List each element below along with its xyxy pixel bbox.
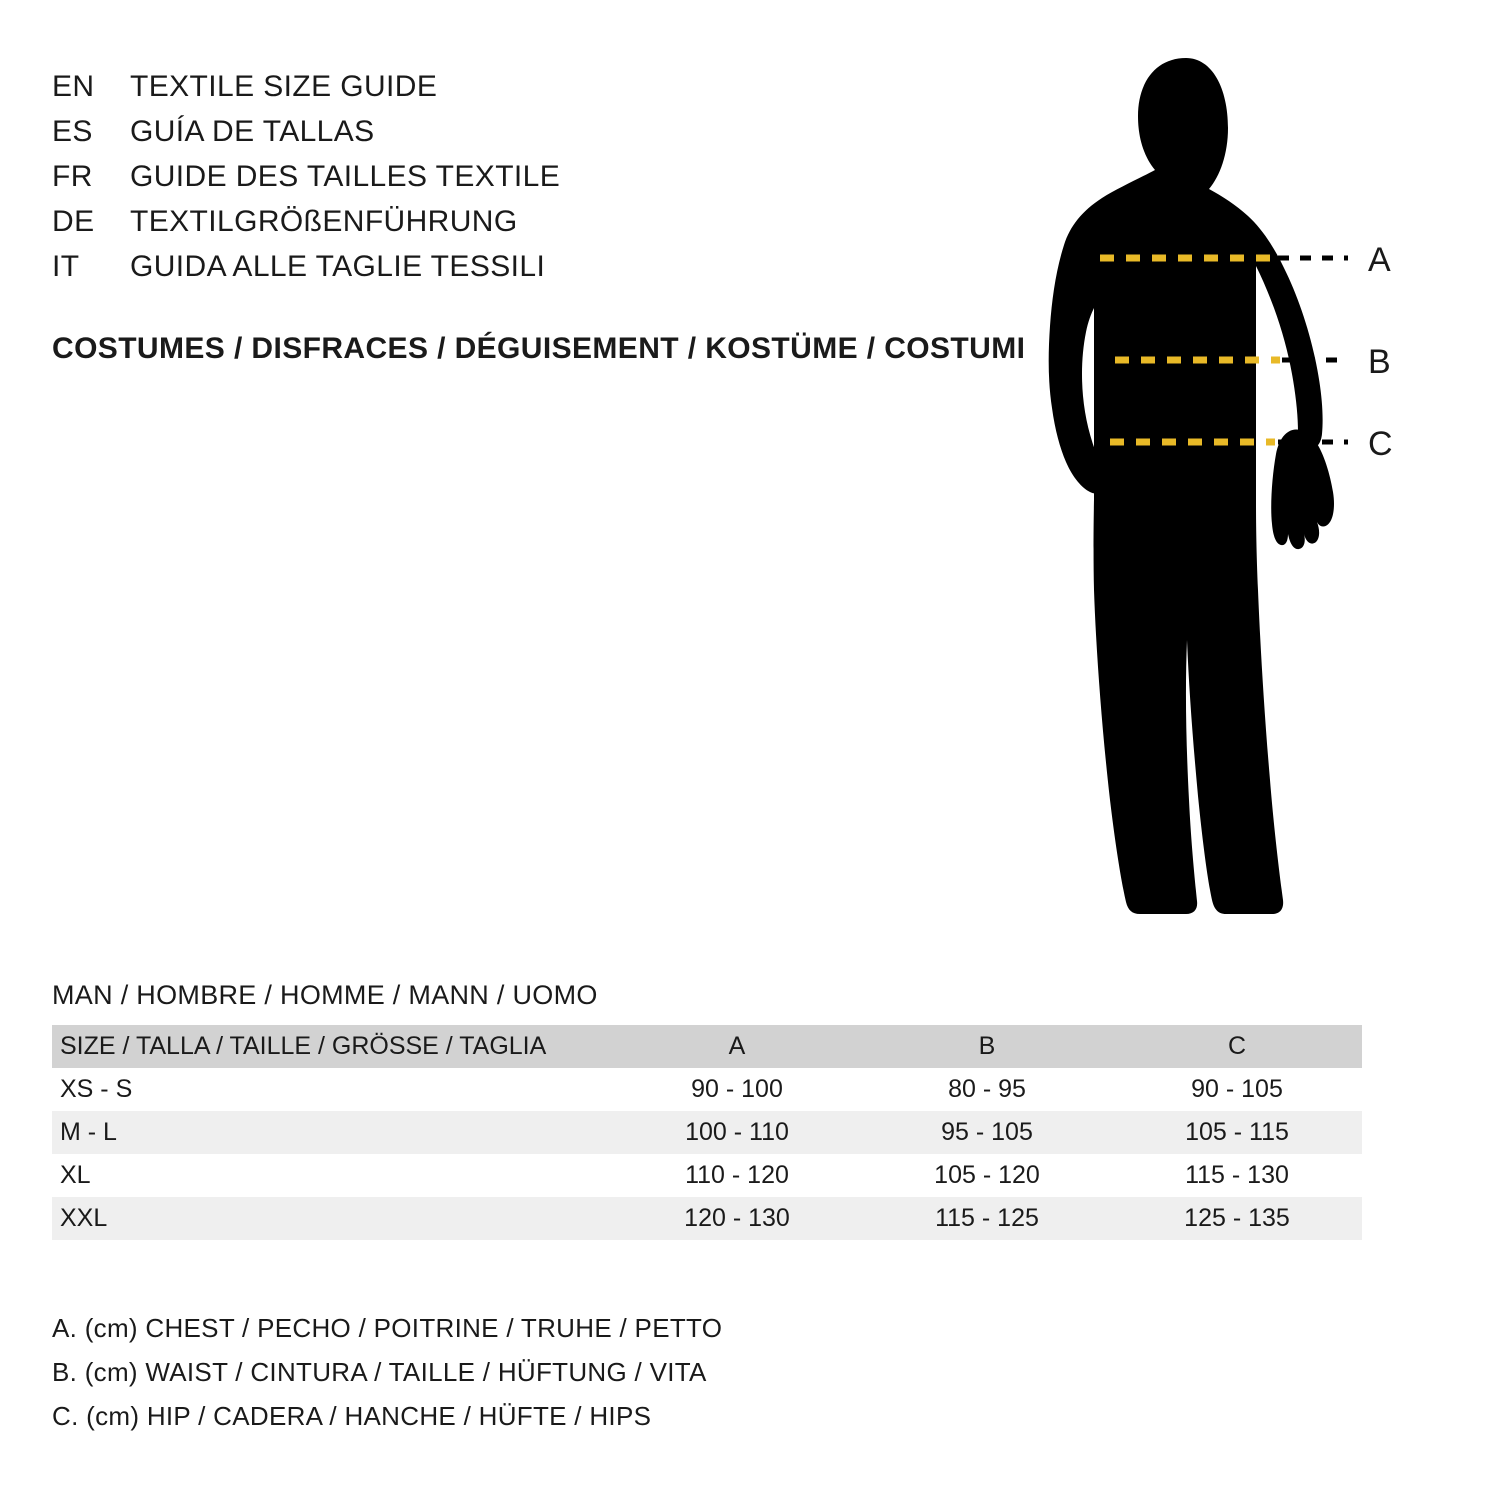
language-row-en [52,70,692,115]
cell-size: XL [60,1161,91,1189]
cell-c: 90 - 105 [1191,1075,1283,1103]
language-list [52,70,692,295]
measurement-legend [52,1315,952,1447]
language-row-es [52,115,692,160]
language-code-en: EN [52,70,95,103]
cell-b: 80 - 95 [948,1075,1026,1103]
size-table-body [52,1068,1362,1240]
size-table-section [52,980,1442,1240]
cell-c: 125 - 135 [1184,1204,1290,1232]
table-header-row [52,1025,1362,1068]
marker-label-c: C [1368,425,1393,463]
table-row [52,1154,1362,1197]
language-text-de: TEXTILGRÖßENFÜHRUNG [130,205,518,238]
table-caption: MAN / HOMBRE / HOMME / MANN / UOMO [52,980,598,1010]
size-table [52,1025,1362,1240]
cell-size: XXL [60,1204,108,1232]
table-row [52,1111,1362,1154]
table-row [52,1197,1362,1240]
cell-b: 115 - 125 [935,1204,1039,1232]
costumes-subtitle: COSTUMES / DISFRACES / DÉGUISEMENT / KOSTÜME / COSTUMI [52,332,1026,365]
language-code-de: DE [52,205,95,238]
cell-c: 115 - 130 [1185,1161,1289,1189]
marker-label-a: A [1368,241,1391,279]
language-code-it: IT [52,250,80,283]
cell-size: M - L [60,1118,117,1146]
body-figure [990,30,1450,930]
cell-a: 90 - 100 [691,1075,783,1103]
language-text-es: GUÍA DE TALLAS [130,115,375,148]
language-row-de [52,205,692,250]
cell-a: 110 - 120 [685,1161,789,1189]
cell-c: 105 - 115 [1185,1118,1289,1146]
language-text-it: GUIDA ALLE TAGLIE TESSILI [130,250,546,283]
legend-row-b: B. (cm) WAIST / CINTURA / TAILLE / HÜFTUNG / VITA [52,1357,707,1387]
language-row-it [52,250,692,295]
language-text-fr: GUIDE DES TAILLES TEXTILE [130,160,561,193]
legend-row-c: C. (cm) HIP / CADERA / HANCHE / HÜFTE / HIPS [52,1401,652,1431]
cell-size: XS - S [60,1075,133,1103]
cell-b: 105 - 120 [934,1161,1040,1189]
language-text-en: TEXTILE SIZE GUIDE [130,70,438,103]
table-row [52,1068,1362,1111]
language-code-fr: FR [52,160,93,193]
cell-a: 120 - 130 [684,1204,790,1232]
legend-row-a: A. (cm) CHEST / PECHO / POITRINE / TRUHE / PETTO [52,1313,723,1343]
cell-a: 100 - 110 [685,1118,789,1146]
language-code-es: ES [52,115,93,148]
size-table-head [52,1025,1362,1068]
marker-label-b: B [1368,343,1391,381]
silhouette-hand [1271,430,1334,550]
column-header-b: B [978,1032,996,1060]
language-row-fr [52,160,692,205]
column-header-c: C [1227,1032,1247,1060]
column-header-size: SIZE / TALLA / TAILLE / GRÖSSE / TAGLIA [60,1032,547,1060]
column-header-a: A [728,1032,746,1060]
cell-b: 95 - 105 [941,1118,1033,1146]
